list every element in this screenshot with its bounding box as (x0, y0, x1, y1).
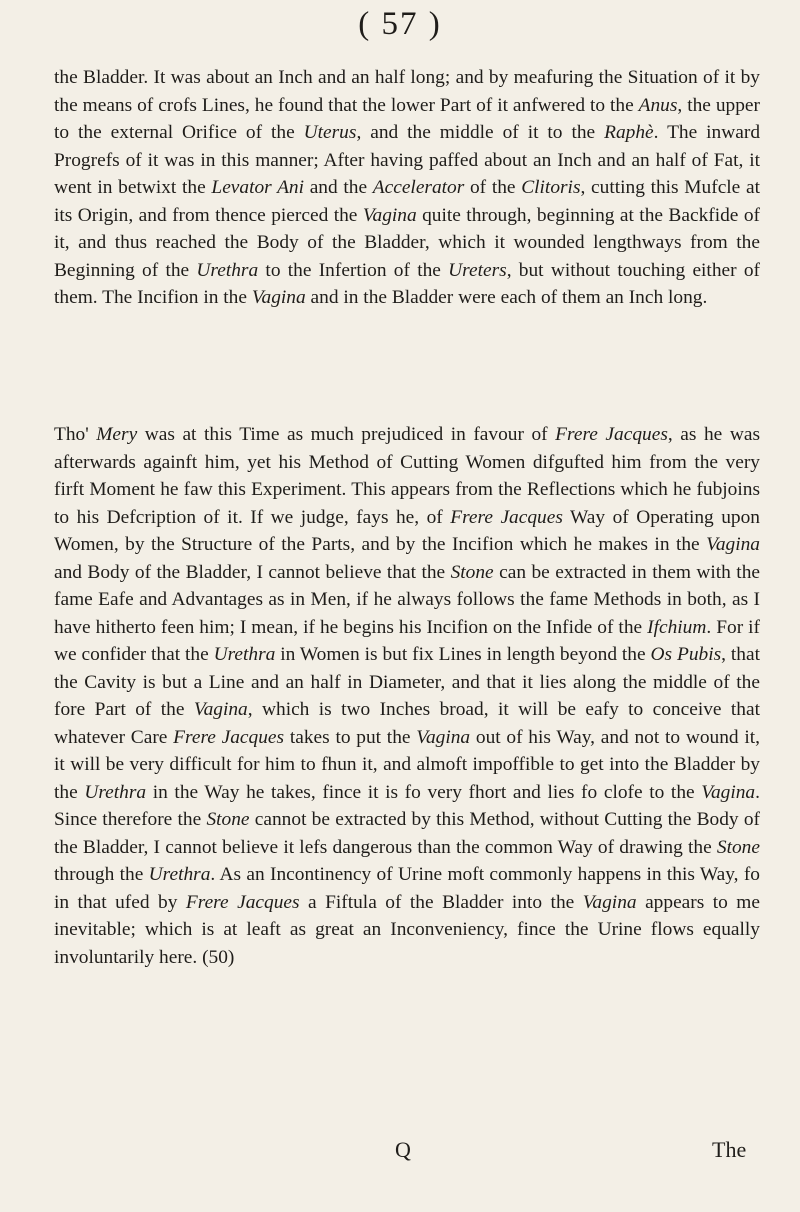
text-run: the Bladder. It was about an Inch and an half long; and by meafuring the Situation of it by the means of crofs Lines, he found that the lower Part of it anfwered to the (54, 67, 760, 116)
italic-term: Ifchium (647, 616, 707, 638)
italic-term: Ureters (448, 259, 507, 281)
text-run: , cutting this Mufcle at its Origin, and from thence pierced the (54, 177, 760, 226)
signature-mark: Q (395, 1137, 411, 1162)
text-run: . Since therefore the (54, 781, 760, 830)
italic-term: Uterus (303, 122, 357, 143)
text-run: of the (464, 177, 522, 198)
italic-term: Accelerator (372, 177, 465, 198)
text-run: . As an Incontinency of Urine moft commonly happens in this Way, fo in that ufed by (54, 864, 761, 913)
italic-term: Frere Jacques (555, 424, 668, 445)
italic-term: Urethra (196, 259, 259, 281)
italic-term: Raphè (604, 122, 654, 143)
italic-term: Stone (716, 836, 760, 858)
italic-term: Vagina (582, 891, 637, 913)
text-run: and in the Bladder were each of them an Inch long. (305, 287, 708, 308)
text-run: , and the middle of it to the (356, 122, 605, 143)
text-run: cannot be extracted by this Method, without Cutting the Body of the Bladder, I cannot believe it lefs dangerous than the common Way of drawing the (54, 809, 760, 858)
italic-term: Stone (206, 809, 250, 830)
text-run: , that the Cavity is but a Line and an half in Diameter, and that it lies along the middle of the fore Part of the (54, 644, 760, 720)
text-run: in the Way he takes, fince it is fo very fhort and lies fo clofe to the (146, 781, 702, 803)
text-run: and Body of the Bladder, I cannot believe that the (54, 561, 451, 583)
text-run: . For if we confider that the (54, 616, 761, 665)
text-run: and the (304, 177, 373, 198)
italic-term: Stone (450, 561, 494, 583)
text-run: quite through, beginning at the Backfide of it, and thus reached the Body of the Bladder, which it wounded lengthways from the Beginning of the (54, 204, 760, 281)
text-run: , as he was afterwards againft him, yet his Method of Cutting Women difgufted him from the very firft Moment he faw this Experiment. This appears from the Reflections which he fubjoins to his Defcription of it. If we judge, fays he, of (54, 424, 760, 528)
text-run: a Fiftula of the Bladder into the (299, 891, 583, 913)
text-run: appears to me inevitable; which is at leaft as great an Inconveniency, fince the Urine flows equally involuntarily here. (50) (54, 891, 760, 968)
text-run: in Women is but fix Lines in length beyond the (275, 644, 651, 665)
italic-term: Frere Jacques (173, 726, 285, 748)
text-run: , but without touching either of them. The Incifion in the (54, 259, 760, 308)
text-run: , which is two Inches broad, it will be eafy to conceive that whatever Care (54, 699, 760, 748)
italic-term: Os Pubis (650, 644, 722, 665)
text-run: to the Infertion of the (258, 259, 449, 281)
text-run: was at this Time as much prejudiced in favour of (137, 424, 556, 445)
italic-term: Urethra (84, 781, 147, 803)
text-run: Tho' (54, 424, 97, 445)
italic-term: Urethra (148, 864, 211, 885)
italic-term: Vagina (362, 204, 417, 226)
text-run: through the (54, 864, 149, 885)
italic-term: Anus (638, 94, 678, 116)
text-run: can be extracted in them with the fame Eafe and Advantages as in Men, if he always follows the fame Methods in both, as I have hitherto feen him; I mean, if he begins his Incifion on the Infide of the (54, 561, 760, 638)
page-number: ( 57 ) (358, 6, 442, 42)
text-run: Way of Operating upon Women, by the Structure of the Parts, and by the Incifion which he makes in the (54, 506, 761, 555)
text-run: takes to put the (284, 726, 417, 748)
text-run: out of his Way, and not to wound it, it will be very difficult for him to fhun it, and almoft impoffible to get into the Bladder by the (54, 726, 760, 803)
text-run: , the upper to the external Orifice of the (54, 94, 760, 143)
italic-term: Levator Ani (211, 177, 304, 198)
italic-term: Frere Jacques (185, 891, 300, 913)
italic-term: Mery (96, 424, 138, 445)
paragraph (54, 64, 760, 312)
catchword: The (712, 1137, 747, 1162)
text-run: . The inward Progrefs of it was in this manner; After having paffed about an Inch and an half of Fat, it went in betwixt the (54, 122, 761, 198)
italic-term: Vagina (193, 699, 248, 720)
paragraph (54, 421, 760, 971)
italic-term: Frere Jacques (450, 506, 563, 528)
italic-term: Vagina (251, 287, 306, 308)
italic-term: Vagina (706, 534, 760, 555)
italic-term: Vagina (701, 781, 756, 803)
italic-term: Urethra (213, 644, 276, 665)
italic-term: Clitoris (521, 177, 581, 198)
italic-term: Vagina (416, 726, 471, 748)
